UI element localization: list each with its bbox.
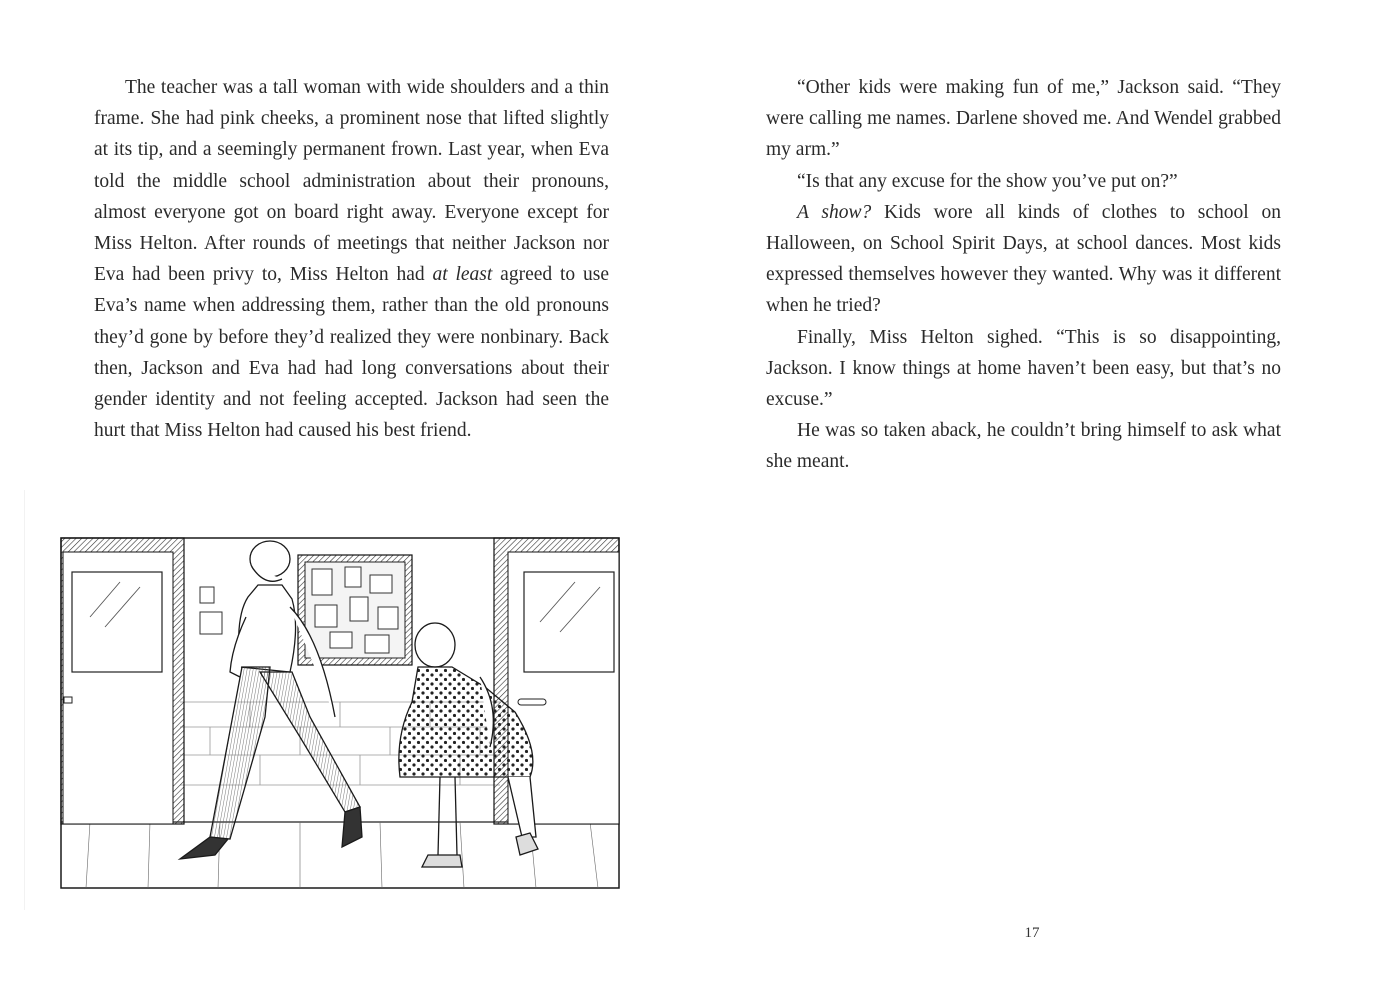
right-paragraph-2: “Is that any excuse for the show you’ve put on?”: [797, 170, 1178, 192]
left-paragraph-1-emphasis: at least: [432, 264, 493, 286]
right-page-text: [766, 72, 1281, 478]
scan-edge: [24, 490, 25, 910]
left-paragraph-1-part-a: The teacher was a tall woman with wide shoulders and a thin frame. She had pink cheeks, a prominent nose that lifted slightly at its tip, and a seemingly permanent frown. Last year, when Eva told the middle school administration about their pronouns, almost everyone got on board right away. Everyone except for Miss Helton. After rounds of meetings that neither Jackson nor Eva had been privy to, Miss Helton had: [94, 77, 609, 286]
right-paragraph-3-emphasis: A show?: [797, 201, 872, 223]
right-paragraph-1: “Other kids were making fun of me,” Jackson said. “They were calling me names. Darlene shoved me. And Wendel grabbed my arm.”: [766, 77, 1281, 161]
wall-switch: [200, 587, 214, 603]
left-page-text: [94, 72, 609, 446]
right-paragraph-3: [766, 197, 1281, 322]
left-door: [61, 538, 184, 824]
left-paragraph-1-part-b: agreed to use Eva’s name when addressing them, rather than the old pronouns they’d gone by before they’d realized they were nonbinary. Back then, Jackson and Eva had had long conversations about their gender identity and not feeling accepted. Jackson had seen the hurt that Miss Helton had caused his best friend.: [94, 264, 610, 442]
left-paragraph-1: [94, 72, 609, 446]
right-paragraph-4: Finally, Miss Helton sighed. “This is so disappointing, Jackson. I know things at home haven’t been easy, but that’s no excuse.”: [766, 326, 1281, 411]
right-paragraph-5: He was so taken aback, he couldn’t bring himself to ask what she meant.: [766, 420, 1281, 473]
page-number: 17: [1024, 925, 1040, 941]
right-paragraph-3-rest: Kids wore all kinds of clothes to school on Halloween, on School Spirit Days, at school dances. Most kids expressed themselves however they wanted. Why was it different when he tried?: [766, 201, 1281, 317]
wall-sign: [200, 612, 222, 634]
right-page: [690, 0, 1375, 1000]
hallway-illustration: [60, 537, 620, 889]
